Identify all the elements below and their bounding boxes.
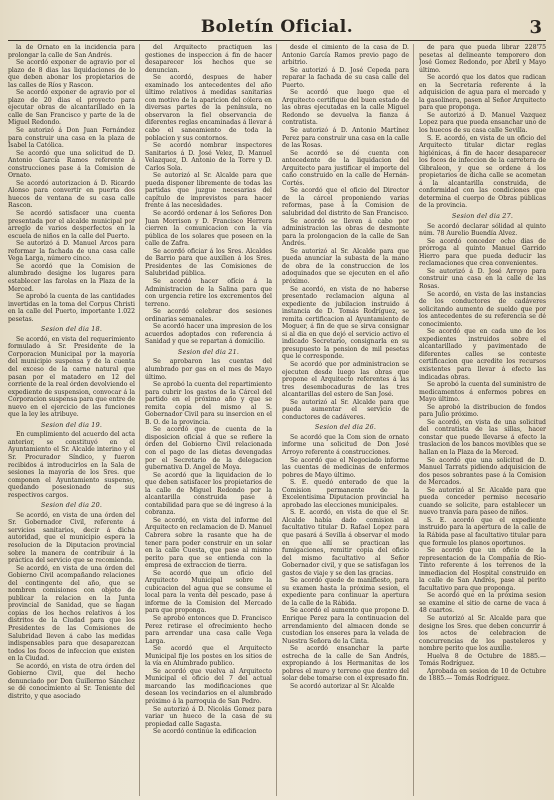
paragraph: Se acordó conceder ocho dias de prórroga al quinto Manuel Garrido Hierro para que pueda deducir las reclamaciones que crea convenientes. xyxy=(419,237,546,268)
paragraph: Se acordó que por administracion se ejecuten desde luego las obras que propone el Arquitecto referentes á las tres desembocaduras de las tres alcantarillas del estero de San José. xyxy=(282,360,409,399)
paragraph: S. E. quedó enterado de que la Comision permanente de la Excelentísima Diputacion provincial ha aprobado las elecciones municipales. xyxy=(282,479,409,509)
paragraph: Se acordó hacer una impresion de los acuerdos adoptados con referencia á Sanidad y que se repartan á domicilio. xyxy=(145,323,272,346)
session-heading: Sesion del dia 18. xyxy=(40,325,103,334)
paragraph: Se acordó ensanchar la parte estrecha de la calle de San Andrés, expropiando á los Hermanitas de los pobres el muro y terreno que dentro del solar debe tomarse con el expresado fin. xyxy=(282,645,409,683)
column-3 xyxy=(282,44,414,796)
session-heading: Sesion del dia 26. xyxy=(314,423,377,432)
column-1 xyxy=(8,44,140,796)
paragraph: Se acordó hacer ofício á la Administracion de la Salina para que con urgencia retire los excrementos del terreno. xyxy=(145,277,272,308)
paragraph: Se autorizó al Sr. Alcalde para que pueda disponer libremente de todas las partidas que juzgue necesarias del capítulo de imprevistos para hacer frente á las necesidades. xyxy=(145,172,272,210)
paragraph: Se acordó, en vista de otra órden del Gobierno Civil, que del hecho denunciado por Don Guillermo Sánchez se dé conocimiento al Sr. Teniente del distrito, y que asociado xyxy=(8,662,135,700)
paragraph: Se acordó, en vista del informe del Arquitecto en reclamacion de D. Manuel Cabrera sobre la rasante que ha de tener para poder construir en un solar en la calle Cuesta, que pase al mismo perito para que se entienda con la empresa de extraccion de tierra. xyxy=(145,516,272,570)
paragraph: Se autorizó al Sr. Alcalde para que pueda anunciar la subasta de la mano de obra de la construccion de los adoquinados que se ejecuten en el año próximo. xyxy=(282,247,409,285)
paragraph: Se acordó satisfacer una cuenta presentada por el alcalde municipal por arreglo de varios desperfectos en la escuela de niños en la calle del Puerto. xyxy=(8,210,135,240)
paragraph: Se acordó, despues de haber examinado los antecedentes del año último relativos á medidas sanitarias con motivo de la aparicion del cólera en diversas partes de la península, no observaron la fiel observancia de diferentes reglas encaminadas á llevar á cabo el saneamiento de toda la poblacion y sus contornos. xyxy=(145,74,272,142)
paragraph: Se autorizó á D. José Arroyo para construir una casa en la calle de las Rosas. xyxy=(419,267,546,290)
paragraph: Se acordó que de cuenta de la disposicion oficial á que se refiere la órden del Gobierno Civil relacionada con el pago de las dietas devengadas por el Secretario de la delegacion gubernativa D. Angel de Moya. xyxy=(145,426,272,472)
paragraph: Se acordó que una solicitud de D. Antonio García Ramos referente á construcciones pase á la Comision de Ornato. xyxy=(8,149,135,180)
paragraph: Se acordó nombrar inspectores Sanitarios á D. José Velez, D. Manuel Velazquez, D. Antonio de la Torre y D. Carlos Sola. xyxy=(145,142,272,172)
paragraph: Se autorizó á D. Nicolás Gomez para variar un hueco de la casa de su propiedad calle Sagasta. xyxy=(145,705,272,728)
publication-title: Boletín Oficial. xyxy=(200,17,354,37)
paragraph: Se autorizó á Don Juan Fernández para construir una casa en la plaza de Isabel la Católica. xyxy=(8,127,135,150)
text-columns xyxy=(8,44,546,796)
paragraph: Aprobada en sesion de 10 de Octubre de 1885.— Tomás Rodríguez. xyxy=(419,667,546,683)
paragraph: Se acordó que el Arquitecto Municipal fije los postes en los sitios de la vía en Alumbrado publico. xyxy=(145,645,272,668)
column-4 xyxy=(419,44,546,796)
paragraph: Se acordó el aumento que propone D. Enrique Perez para la continuacion del arrendamiento del almacen donde se custodian los enseres para la velada de Nuestra Señora de la Cinta. xyxy=(282,607,409,645)
page-number: 3 xyxy=(529,17,542,38)
paragraph: Se autorizó á D. José Cepeda para reparar la fachada de su casa calle del Puerto. xyxy=(282,66,409,89)
masthead xyxy=(8,6,546,41)
paragraph: Se acordó que un oficio del Arquitecto Municipal sobre la cubicacion del agua que se consume el local para la venta del pescado, pase á informe de la Comision del Mercado para que proponga. xyxy=(145,569,272,615)
paragraph: Se autorizó al Sr. Alcalde para que designe los Sres. que deben concurrir á los actos de celebracion de concurrencias de los pasteleros y nombre perito que los auxilie. xyxy=(419,615,546,653)
paragraph: Se acordó que en la próxima sesion se examine el sitio de carne de vaca á 48 cuartos. xyxy=(419,592,546,615)
paragraph: Se acordó que la Comision de alumbrado designe los lugares para establecer las farolas en la Plaza de la Merced. xyxy=(8,262,135,293)
paragraph: Se acordó, en vista de no haberse presentado reclamacion alguna al expediente de jubilacion instruido á instancia de D. Tomás Rodríguez, se remita certificacion al Ayuntamiento de Moguer, á fin de que se sirva consignar si al dia en que dejó el servicio activo el indicado Secretario, consignarla en su presupuesto la pension de mil pesetas que le corresponde. xyxy=(282,285,409,361)
paragraph: del Arquitecto practiquen las gestiones de inspeccion á fin de hacer desaparecer los hechos que se denuncian. xyxy=(145,44,272,74)
paragraph: Se acordó que una solicitud de D. Manuel Tarrats pidiendo adquisicion de dos pesos sobrantes pase á la Comision de Mercados. xyxy=(419,456,546,487)
paragraph: la de Ornato en la incidencia para prolongar la calle de San Andrés. xyxy=(8,44,135,59)
paragraph: Se aprobó la cuenta de las cantidades invertidas en la toma del Corpus Christi en la calle del Puerto, importante 1.022 pesetas. xyxy=(8,293,135,323)
paragraph: Se acordó que la Com sion de ornato informe una solicitud de Don José Arroyo referente á construcciones. xyxy=(282,433,409,456)
paragraph: Se acordó oficiar á los Sres. Alcaldes de Barrio para que auxilien á los Sres. Presidentes de las Comisiones de Salubridad pública. xyxy=(145,247,272,278)
paragraph: En cumplimiento del acuerdo del acta anterior, se constituyó en el Ayuntamiento el Sr. Alcalde interino y el Sr. Procurador Síndico, y fueron recibidos á introducirlos en la Sala de sesiones la mayoría de los Sres. que componen el Ayuntamiento suspenso, quedando posesionado de sus respectivos cargos. xyxy=(8,431,135,499)
paragraph: Se acordó, en vista de las instancias de los conductores de cadáveres solicitando aumento de sueldo que por los antecedentes de su referencia se dé conocimiento. xyxy=(419,290,546,328)
paragraph: Se autorizó al Sr. Alcalde para que pueda aumentar el servicio de conductores de cadáveres. xyxy=(282,398,409,421)
paragraph: Se aprobó entonces que D. Francisco Perez retirase el ofrecimiento hecho para arrendar una casa calle Vega Larga. xyxy=(145,615,272,645)
paragraph: Se acordó exponer de agravio por el plazo de 20 dias el proyecto para ejecutar obras de alcantarillado en la calle de San Francisco y parte de la de Miguel Redondo. xyxy=(8,89,135,127)
paragraph: Se acordó que el Negociado informe las cuentas de medicinas de enfermos pobres de Mayo último. xyxy=(282,456,409,479)
paragraph: Se acordó, en vista de una solicitud del contratista de las sillas, hacer constar que puede llevarse á efecto la traslacion de los bancos movibles que se hallan en la Plaza de la Merced. xyxy=(419,418,546,456)
paragraph: Se acordó que la liquidacion de lo que deben satisfacer los propietarios de la calle de Miguel Redondo por la alcantarilla construida pase á contabilidad para que se dé ingreso á la cobranza. xyxy=(145,471,272,517)
paragraph: Se acordó ordenar á los Señores Don Juan Morrison y D. Francisco Herrera cierren la comunicacion con la vía pública de los solares que poseen en la calle de Zafra. xyxy=(145,210,272,248)
paragraph: Se acordó continúe la edificacion xyxy=(153,728,257,736)
paragraph: Se acordó que los datos que radican en la Secretaría referente á la adquisicion de agua para el mercado y la gasolinera, pasen al Señor Arquitecto para que proponga. xyxy=(419,74,546,112)
paragraph: S. E. acordó, en vista de que el Sr. Alcalde había dado comision al facultativo titular D. Rafael Lopez para que pasará á Sevilla á observar el modo en que allí se practican las fumigaciones, remitir copia del oficio del mismo facultativo al Señor Gobernador civil, y que se satisfagan los gastos de viaje y se den las gracias. xyxy=(282,509,409,577)
paragraph: Se acordó que luego que el Arquitecto certifique del buen estado de las obras ejecutadas en la calle Miguel Redondo se devuelva la fianza á contratista. xyxy=(282,89,409,127)
paragraph: Se aprobó la distribucion de fondos para Julio próximo. xyxy=(419,403,546,419)
session-heading: Sesion del dia 19. xyxy=(40,420,103,429)
paragraph: Se acordó, en vista del requerimiento formulado á Sr. Presidente de la Corporacion Municipal por la mayoría del municipio suspensa y de la cuenta del exceso de la carne natural que pasan por el matadero en 12 del corriente de la real órden devolviendo el expediente de suspension, convocar á la Corporacion suspensa para que entre de nuevo en el ejercicio de las funciones que la ley les atribuye. xyxy=(8,335,135,419)
paragraph: Se autorizó al Sr. Alcalde para que pueda conceder permiso necesario cuando se solicite, para establecer un nuevo tranvía para paseo de niños. xyxy=(419,486,546,517)
paragraph: Se acordó exponer de agravio por el plazo de 8 dias las liquidaciones de lo que deben abonar los propietarios de las calles de Ríos y Rascon. xyxy=(8,59,135,89)
paragraph: Se autorizó á D. Antonio Martínez Perez para construir una casa en la calle de las Rosas. xyxy=(282,127,410,150)
paragraph: S. E. acordó, en vista de un oficio del Arquitecto titular dictar reglas higiénicas, á fin de hacer desaparecer los focos de infeccion de la carretera de Gibraleon, y que se ordene á los propietarios de dicha calle se acometan á la alcantarilla construida, de conformidad con las condiciones que determina el cuerpo de Obras públicas de la provincia. xyxy=(419,134,546,210)
paragraph: S. E. acordó que el expediente instruido para la apertura de la calle de la Rábida pase al facultativo titular para que formule los planos oportunos. xyxy=(419,516,546,547)
paragraph: Se aprobaron las cuentas del alumbrado por gas en el mes de Mayo último. xyxy=(145,358,272,381)
paragraph: Huelva 8 de Octubre de 1885.— Tomás Rodríguez. xyxy=(419,652,546,668)
paragraph: Se acordó celebrar dos sesiones ordinarias semanales. xyxy=(145,308,272,323)
paragraph: Se acordó que un oficio de la representacion de la Compañía de Río-Tinto referente á los terrenos de la inmediacion del Hospital construido en la calle de San Andrés, pase al perito facultativo para que proponga. xyxy=(419,547,546,592)
paragraph: Se acordó autorizar al Sr. Alcalde xyxy=(290,682,395,690)
paragraph: Se acordó se lleven á cabo por administracion las obras de desmonte para la prolongacion de la calle de San Andrés. xyxy=(282,217,409,248)
session-heading: Sesion del dia 21. xyxy=(177,347,240,356)
column-2 xyxy=(145,44,277,796)
paragraph: desde el cimiento de la casa de D. Antonio García Ramos previo pago de arbitrio. xyxy=(282,44,409,67)
paragraph: Se acordó se dé cuenta con antecedente de la liquidacion del Arquitecto para justificar el importe del caño construido en la calle de Hernán-Cortés. xyxy=(282,149,409,187)
paragraph: Se acordó quede de manifiesto, para su examen hasta la próxima sesion, el expediente para continuar la apertura de la calle de la Rábida. xyxy=(282,577,409,607)
paragraph: Se aprobó la cuenta del repartimiento para cubrir los gastos de la Cárcel del partido en el próximo año y que se remita copia del mismo al S. Gobernador Civil para su insercion en el B. O. de la provincia. xyxy=(145,381,272,426)
paragraph: Se autorizó á D. Manuel Arcos para reformar la fachada de una casa calle Vega Larga, número cinco. xyxy=(8,240,135,263)
paragraph: Se acordó autorizacion á D. Ricardo Alonso para convertir en puerta dos huecos de ventana de su casa calle Rascon. xyxy=(8,179,135,210)
paragraph: Se acordó declarar sólidad al quinto núm. 78 Aurelio Buendía Alvez. xyxy=(419,222,546,238)
paragraph: Se autorizó á D. Manuel Vazquez Lopez para que pueda ensanchar uno de los huecos de su casa calle Sevilla. xyxy=(419,111,546,135)
paragraph: Se acordó, en vista de una órden del Sr. Gobernador Civil, referente á servicios sanitarios, decir á dicha autoridad, que el municipio espera la resolucion de la Diputacion provincial sobre la manera de contribuir á la práctica del servicio que se recomienda. xyxy=(8,511,135,565)
paragraph: Se acordó que el oficio del Director de la cárcel proponiendo varias reformas, pase á la Comision de salubridad del distrito de San Francisco. xyxy=(282,187,409,218)
paragraph: Se aprobó la cuenta del suministro de medicamentos á enfermos pobres en Mayo último. xyxy=(419,381,546,404)
paragraph: Se acordó, en vista de una órden del Gobierno Civil acompañando relaciones del contingente del año, que se nombren comisiones con objeto de publicar la relacion en la Junta provincial de Sanidad, que se hagan copias de los hechos relativos á los distritos de la Ciudad para que los Presidentes de las Comisiones de Salubridad lleven á cabo las medidas indispensables para que desaparezcan todos los focos de infeccion que existen en la Ciudad. xyxy=(8,564,135,663)
session-heading: Sesion del dia 20. xyxy=(40,501,103,510)
paragraph: Se acordó que vuelva al Arquitecto Municipal el oficio del 7 del actual marcando las modificaciones que desean los vecindarios en el alumbrado próximo á la parroquia de San Pedro. xyxy=(145,667,272,706)
paragraph: de para que pueda librar 228'75 pesetas al delineante temporero don José Gomez Redondo, por Abril y Mayo último. xyxy=(419,44,546,74)
paragraph: Se acordó que en cada uno de los expedientes instruidos sobre el alcantarillado y pavimentado de diferentes calles se conteste certificacion que acredite los recursos existentes para llevar á efecto las indicadas obras. xyxy=(419,328,546,381)
session-heading: Sesion del dia 27. xyxy=(451,212,514,221)
